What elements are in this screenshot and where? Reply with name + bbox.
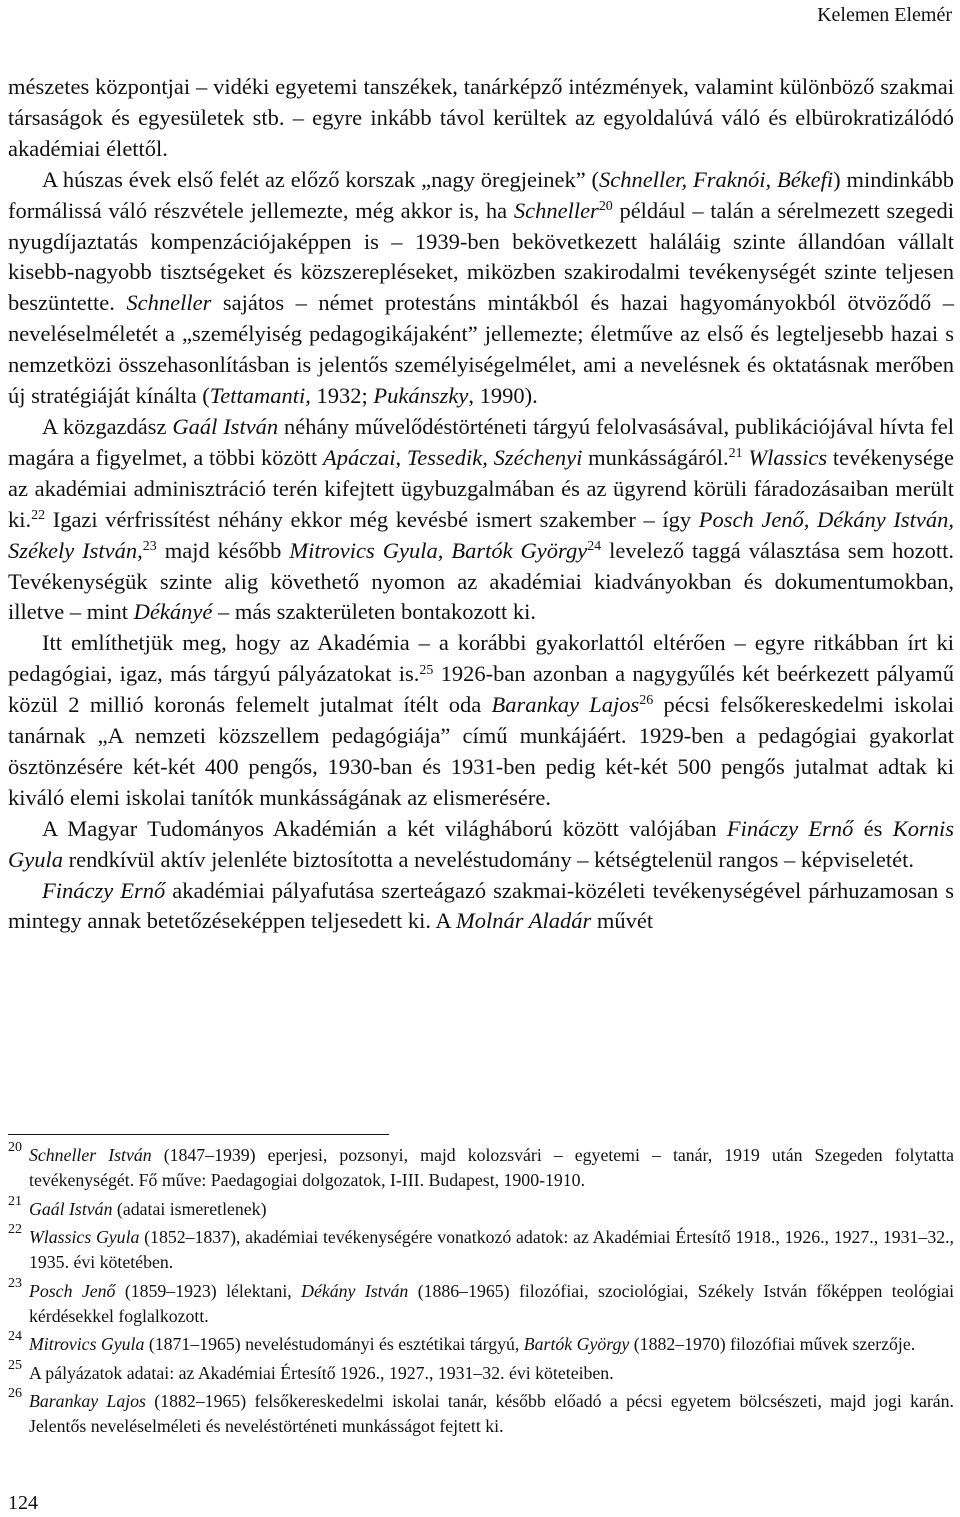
text-run: , 1990). bbox=[468, 383, 538, 409]
footnote bbox=[8, 1140, 954, 1193]
text-run: sajátos – német protestáns mintákból és hazai hagyományokból ötvöződő – neveléselméletét a „személyiség pedagogikájaként” jellemezte; életműve az első és legteljesebb hazai s nemzetközi összehasonlításban is jelentős személyiségelmélet, ami a nevelésnek és oktatásnak merőben új stratégiáját kínálta ( bbox=[8, 290, 954, 409]
italic-run: Kornis Gyula bbox=[8, 815, 954, 872]
footnote-number: 20 bbox=[8, 1140, 22, 1155]
italic-run: Posch Jenő bbox=[29, 1280, 116, 1301]
text-run: Itt említhetjük meg, hogy az Akadémia – a korábbi gyakorlattól eltérően – egyre ritkábban írt ki pedagógiai, igaz, más tárgyú pályázatokat is. bbox=[8, 630, 954, 687]
footnote-ref: 25 bbox=[419, 662, 434, 678]
italic-run: Wlassics Gyula bbox=[29, 1227, 140, 1247]
italic-run: Apáczai bbox=[322, 444, 396, 470]
text-run: majd később bbox=[156, 537, 290, 563]
footnote-number: 23 bbox=[8, 1275, 22, 1291]
text-run: Igazi vérfrissítést néhány ekkor még kevésbé ismert szakember – így bbox=[45, 506, 699, 532]
body-text bbox=[8, 72, 954, 937]
text-run: tevékenysége az akadémiai adminisztráció terén kifejtett ügybuzgalmában és az ügyrend körüli fáradozásaiban merült ki. bbox=[8, 444, 955, 532]
text-run: A közgazdász bbox=[42, 413, 173, 439]
italic-run: Fináczy Ernő bbox=[726, 815, 854, 841]
italic-run: Tettamanti bbox=[209, 383, 306, 409]
footnote-number: 21 bbox=[8, 1193, 22, 1209]
italic-run: Mitrovics Gyula, Bartók György bbox=[289, 537, 588, 563]
footnote-number: 25 bbox=[8, 1357, 22, 1373]
footnote bbox=[8, 1357, 954, 1386]
italic-run: Barankay Lajos bbox=[29, 1391, 146, 1411]
text-run: ) mindinkább formálissá váló részvétele jellemezte, még akkor is, ha bbox=[8, 166, 954, 223]
footnote-number: 26 bbox=[8, 1386, 22, 1401]
italic-run: Schneller István bbox=[29, 1145, 152, 1165]
footnote bbox=[8, 1275, 955, 1329]
italic-run: Schneller, Fraknói, Békefi bbox=[599, 166, 834, 192]
footnote-ref: 22 bbox=[31, 508, 46, 524]
italic-run: Bartók György bbox=[523, 1334, 630, 1354]
paragraph bbox=[8, 628, 954, 813]
text-run: (1852–1837), akadémiai tevékenységére vonatkozó adatok: az Akadémiai Értesítő 1918., 1926., 1927., 1931–32., 1935. évi kötetében. bbox=[29, 1227, 954, 1272]
footnote-ref: 24 bbox=[587, 538, 602, 554]
text-run: (1886–1965) filozófiai, szociológiai, Székely István főképpen teológiai kérdésekkel foglalkozott. bbox=[29, 1280, 955, 1326]
text-run: munkásságáról. bbox=[582, 444, 729, 470]
italic-run: Dékány István bbox=[301, 1280, 409, 1301]
italic-run: Dékányé bbox=[133, 599, 213, 625]
italic-run: Pukánszky bbox=[373, 383, 469, 409]
paragraph bbox=[8, 876, 954, 938]
paragraph bbox=[8, 814, 954, 876]
italic-run: Posch Jenő, Dékány István, Székely István, bbox=[8, 506, 954, 563]
text-run: (1882–1965) felsőkereskedelmi iskolai tanár, később előadó a pécsi egyetem bölcsészeti, majd jogi karán. Jelentős neveléselméleti és neveléstörténeti munkásságot fejtett ki. bbox=[29, 1391, 955, 1436]
text-run: (1859–1923) lélektani, bbox=[115, 1280, 302, 1301]
paragraph bbox=[8, 165, 954, 412]
italic-run: Schneller bbox=[513, 197, 599, 223]
text-run: (adatai ismeretlenek) bbox=[112, 1198, 267, 1219]
text-run: akadémiai pályafutása szerteágazó szakmai-közéleti tevékenységével párhuzamosan s mintegy annak betetőzéseképpen teljesedett ki. A bbox=[8, 877, 954, 934]
footnote-ref: 21 bbox=[728, 446, 743, 462]
footnote bbox=[8, 1329, 954, 1357]
footnote-ref: 23 bbox=[142, 538, 157, 554]
text-run: (1871–1965) neveléstudományi és esztétikai tárgyú, bbox=[144, 1334, 524, 1354]
footnotes bbox=[8, 1140, 955, 1443]
running-head: Kelemen Elemér bbox=[817, 4, 952, 26]
footnote bbox=[8, 1193, 954, 1222]
page-number: 124 bbox=[8, 1492, 38, 1514]
text-run: levelező taggá választása sem hozott. Tevékenységük szinte alig követhető nyomon az akadémiai kiadványokban és dokumentumokban, illetve – mint bbox=[8, 537, 954, 625]
italic-run: Fináczy Ernő bbox=[42, 877, 166, 903]
text-run: művét bbox=[591, 908, 654, 934]
footnote bbox=[8, 1222, 954, 1275]
text-run: , 1932; bbox=[305, 383, 374, 409]
text-run: (1847–1939) eperjesi, pozsonyi, majd kolozsvári – egyetemi – tanár, 1919 után Szegeden folytatta tevékenységét. Fő műve: Paedagogiai dolgozatok, I-III. Budapest, 1900-1910. bbox=[29, 1145, 954, 1190]
text-run: mészetes központjai – vidéki egyetemi tanszékek, tanárképző intézmények, valamint különböző szakmai társaságok és egyesületek stb. – egyre inkább távol kerültek az egyoldalúvá váló és elbürokratizálódó akadémiai élettől. bbox=[8, 74, 954, 161]
italic-run: Schneller bbox=[126, 290, 212, 316]
text-run: például – talán a sérelmezett szegedi nyugdíjaztatás kompenzációjaképpen is – 1939-ben bekövetkezett haláláig szinte állandóan vállalt kisebb-nagyobb tisztségeket és közszerepléseket, miközben szakirodalmi tevékenységét szinte teljesen beszüntette. bbox=[8, 197, 954, 316]
footnote bbox=[8, 1386, 955, 1439]
italic-run: Barankay Lajos bbox=[491, 692, 640, 718]
text-run: néhány művelődéstörténeti tárgyú felolvasásával, publikációjával hívta fel magára a figyelmet, a többi között bbox=[8, 413, 954, 470]
text-run: , bbox=[395, 444, 407, 470]
text-run: és bbox=[853, 815, 893, 841]
italic-run: Gaál István bbox=[29, 1198, 113, 1219]
text-run: A húszas évek első felét az előző korszak „nagy öregjeinek” ( bbox=[42, 166, 600, 192]
footnote-number: 24 bbox=[8, 1329, 22, 1344]
italic-run: Wlassics bbox=[748, 444, 828, 470]
text-run: – más szakterületen bontakozott ki. bbox=[212, 599, 536, 625]
footnote-ref: 20 bbox=[598, 198, 613, 214]
text-run: (1882–1970) filozófiai művek szerzője. bbox=[629, 1334, 916, 1354]
paragraph bbox=[8, 412, 954, 628]
paragraph bbox=[8, 72, 954, 165]
italic-run: Tessedik, Széchenyi bbox=[406, 444, 583, 470]
text-run: A Magyar Tudományos Akadémián a két világháború között valójában bbox=[42, 815, 727, 841]
footnote-number: 22 bbox=[8, 1222, 22, 1237]
text-run: A pályázatok adatai: az Akadémiai Értesítő 1926., 1927., 1931–32. évi köteteiben. bbox=[29, 1362, 614, 1383]
text-run: rendkívül aktív jelenléte biztosította a neveléstudomány – kétségtelenül rangos – képviseletét. bbox=[63, 846, 915, 872]
italic-run: Gaál István bbox=[172, 413, 279, 439]
italic-run: Mitrovics Gyula bbox=[29, 1334, 145, 1354]
italic-run: Molnár Aladár bbox=[455, 908, 592, 934]
footnote-ref: 26 bbox=[639, 693, 654, 709]
text-run: pécsi felsőkereskedelmi iskolai tanárnak „A nemzeti közszellem pedagógiája” című munkájáért. 1929-ben a pedagógiai gyakorlat ösztönzésére két-két 400 pengős, 1930-ban és 1931-ben pedig két-két 500 pengős jutalmat adtak ki kiváló elemi iskolai tanítók munkásságának az elismerésére. bbox=[8, 692, 954, 810]
footnote-separator bbox=[8, 1134, 389, 1135]
text-run: 1926-ban azonban a nagygyűlés két beérkezett pályamű közül 2 millió koronás felemelt jutalmat ítélt oda bbox=[8, 661, 954, 718]
